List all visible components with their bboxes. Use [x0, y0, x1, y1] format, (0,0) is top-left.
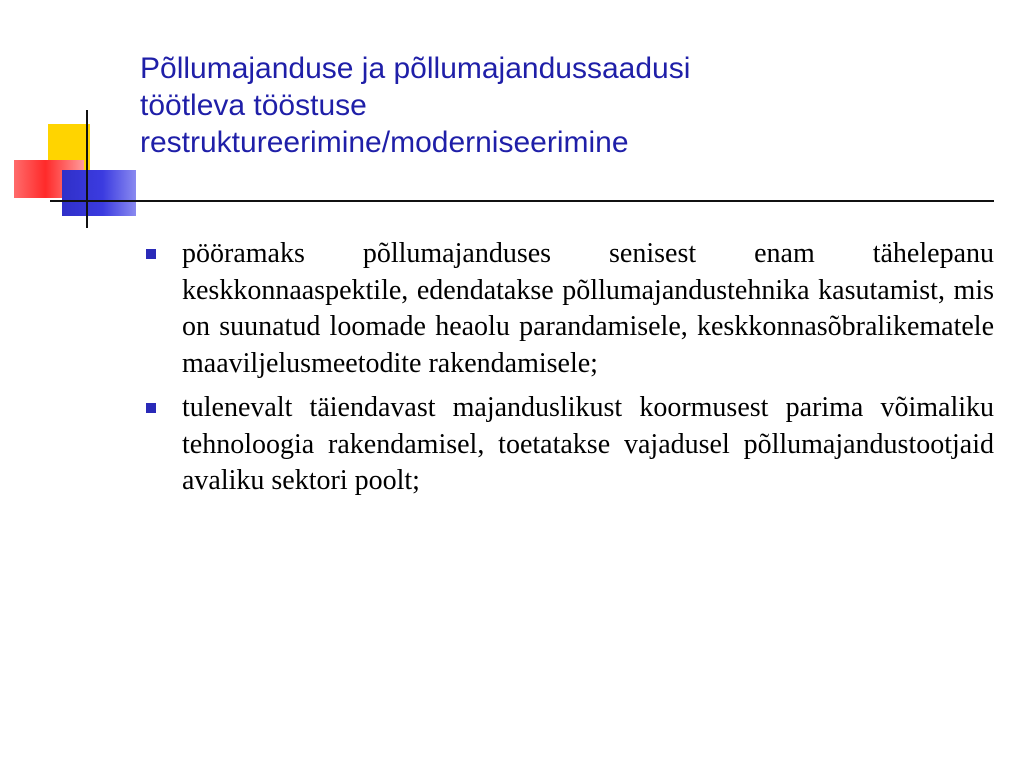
bullet-item-2 [142, 390, 994, 500]
blue-square-icon [62, 170, 136, 216]
title-line-2: töötleva tööstuse [140, 89, 367, 122]
square-bullet-icon [146, 403, 156, 413]
title-underline-divider [124, 200, 994, 202]
bullet-item-1 [142, 236, 994, 382]
title-line-1: Põllumajanduse ja põllumajandussaadusi [140, 52, 691, 85]
bullet-text-1: pööramaks põllumajanduses senisest enam tähelepanu keskkonnaaspektile, edendatakse põllumajandustehnika kasutamist, mis on suunatud loomade heaolu parandamisele, keskkonnasõbralikematele maaviljelusmeetodite rakendamisele; [182, 238, 994, 379]
title-line-3: restruktureerimine/moderniseerimine [140, 126, 629, 159]
vertical-line-divider [86, 110, 88, 228]
bullet-list [142, 236, 994, 508]
bullet-text-2: tulenevalt täiendavast majanduslikust koormusest parima võimaliku tehnoloogia rakendamisel, toetatakse vajadusel põllumajandustootjaid avaliku sektori poolt; [182, 392, 994, 496]
square-bullet-icon [146, 249, 156, 259]
decorative-color-blocks-logo [0, 0, 140, 240]
slide-title [140, 50, 1000, 161]
